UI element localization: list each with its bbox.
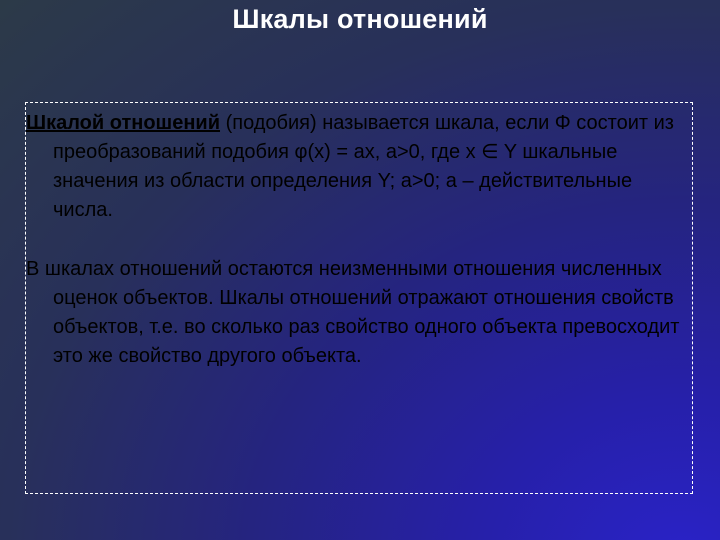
explanation-paragraph: В шкалах отношений остаются неизменными отношения численных оценок объектов. Шкалы отношений отражают отношения свойств объектов, т.е. во сколько раз свойство одного объекта превосходит это же свойство другого объекта. — [26, 258, 680, 367]
slide-title: Шкалы отношений — [232, 4, 488, 34]
definition-text: (подобия) называется шкала, если Φ состоит из преобразований подобия φ(x) = ax, a>0, где x ∈ Y шкальные значения из области определения Y; a>0; a – действительные числа. — [53, 112, 674, 221]
definition-paragraph — [26, 109, 694, 225]
definition-term: Шкалой отношений — [26, 112, 221, 134]
